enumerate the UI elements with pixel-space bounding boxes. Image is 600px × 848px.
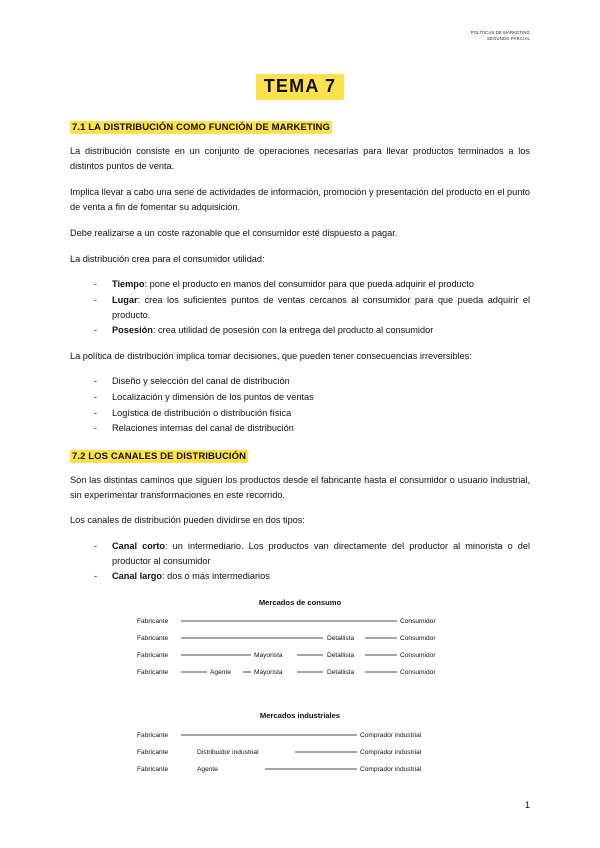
node-consumidor-1: Consumidor xyxy=(400,618,436,626)
section-heading-7-1 xyxy=(70,122,530,133)
list-item-text: : un intermediario. Los productos van directamente del productor al minorista o del productor al consumidor xyxy=(112,541,531,566)
diagram-industrial-markets xyxy=(70,711,530,782)
list-item-term: Canal largo xyxy=(112,571,163,582)
node-comprador-industrial-3: Comprador industrial xyxy=(360,765,422,773)
node-comprador-industrial-2: Comprador industrial xyxy=(360,748,422,756)
list-item-text: : dos o más intermediarios xyxy=(162,571,270,582)
section-heading-7-2-text: 7.2 LOS CANALES DE DISTRIBUCIÓN xyxy=(72,450,247,462)
header-line-1: POLÍTICAS DE MARKETING xyxy=(470,30,530,35)
node-fabricante-1: Fabricante xyxy=(137,618,169,626)
node-consumidor-2: Consumidor xyxy=(400,635,436,643)
list-item xyxy=(94,277,530,292)
node-fabricante-i3: Fabricante xyxy=(137,765,169,773)
paragraph-7-1-4: La distribución crea para el consumidor utilidad: xyxy=(70,253,265,264)
node-comprador-industrial-1: Comprador industrial xyxy=(360,731,422,739)
node-detallista-2: Detallista xyxy=(327,635,355,643)
paragraph-7-1-1: La distribución consiste en un conjunto de operaciones necesarias para llevar productos terminados a los distintos puntos de venta. xyxy=(70,146,530,171)
node-fabricante-i1: Fabricante xyxy=(137,731,169,739)
node-distribuidor-industrial: Distribuidor industrial xyxy=(197,748,259,756)
section-heading-7-2 xyxy=(70,451,530,462)
paragraph-7-2-1: Son las distintas caminos que siguen los productos desde el fabricante hasta el consumidor o usuario industrial, sin experimentar transformaciones en este recorrido. xyxy=(70,474,530,500)
diagram-consumer-markets-title: Mercados de consumo xyxy=(258,597,342,607)
list-item xyxy=(94,569,530,584)
paragraph-7-1-3: Debe realizarse a un coste razonable que el consumidor esté dispuesto a pagar. xyxy=(70,227,398,238)
list-item: - Logística de distribución o distribución física xyxy=(94,406,530,421)
page-title: TEMA 7 xyxy=(256,74,345,100)
diagram-consumer-markets-svg xyxy=(135,611,465,689)
node-mayorista-3: Mayorista xyxy=(254,652,283,660)
list-item-term: Posesión xyxy=(112,325,153,336)
header-line-2: SEGUNDO PARCIAL xyxy=(487,36,530,42)
list-item: - Relaciones internas del canal de distribución xyxy=(94,421,530,436)
list-item-text: : pone el producto en manos del consumidor para que pueda adquirir el producto xyxy=(144,279,474,290)
diagram-consumer-markets xyxy=(70,598,530,689)
list-item xyxy=(94,293,530,322)
page-number: 1 xyxy=(524,800,530,810)
paragraph-7-1-2: Implica llevar a cabo una serie de actividades de información, promoción y presentación del producto en el punto de venta a fin de fomentar su adquisición. xyxy=(70,186,530,212)
list-item xyxy=(94,539,530,568)
section-heading-7-1-text: 7.1 LA DISTRIBUCIÓN COMO FUNCIÓN DE MARKETING xyxy=(72,122,331,133)
decisions-list xyxy=(70,374,530,435)
list-item-term: Tiempo xyxy=(112,279,145,290)
list-item: - Diseño y selección del canal de distribución xyxy=(94,374,530,389)
title-block xyxy=(70,74,530,100)
paragraph-7-2-2: Los canales de distribución pueden dividirse en dos tipos: xyxy=(70,515,305,526)
node-fabricante-4: Fabricante xyxy=(137,669,169,677)
list-item-term: Lugar xyxy=(112,294,138,305)
node-fabricante-i2: Fabricante xyxy=(137,748,169,756)
utility-list xyxy=(70,277,530,337)
node-fabricante-3: Fabricante xyxy=(137,652,169,660)
node-agente-i3: Agente xyxy=(197,765,218,773)
node-fabricante-2: Fabricante xyxy=(137,635,169,643)
node-detallista-4: Detallista xyxy=(327,669,355,677)
node-detallista-3: Detallista xyxy=(327,652,355,660)
list-item-term: Canal corto xyxy=(112,541,166,552)
list-item xyxy=(94,323,530,338)
list-item-text: : crea utilidad de posesión con la entrega del producto al consumidor xyxy=(152,325,434,336)
paragraph-7-1-5: La política de distribución implica tomar decisiones, que pueden tener consecuencias irreversibles: xyxy=(70,350,472,361)
node-consumidor-4: Consumidor xyxy=(400,669,436,677)
channel-types-list xyxy=(70,539,530,584)
diagram-industrial-markets-title: Mercados industriales xyxy=(259,711,341,721)
page-header xyxy=(471,30,530,43)
node-agente-4: Agente xyxy=(210,669,231,677)
diagram-industrial-markets-svg xyxy=(135,725,465,783)
list-item: - Localización y dimensión de los puntos de ventas xyxy=(94,390,530,405)
node-mayorista-4: Mayorista xyxy=(254,669,283,677)
list-item-text: : crea los suficientes puntos de ventas cercanos al consumidor para que pueda adquirir el producto. xyxy=(112,294,530,320)
node-consumidor-3: Consumidor xyxy=(400,652,436,660)
